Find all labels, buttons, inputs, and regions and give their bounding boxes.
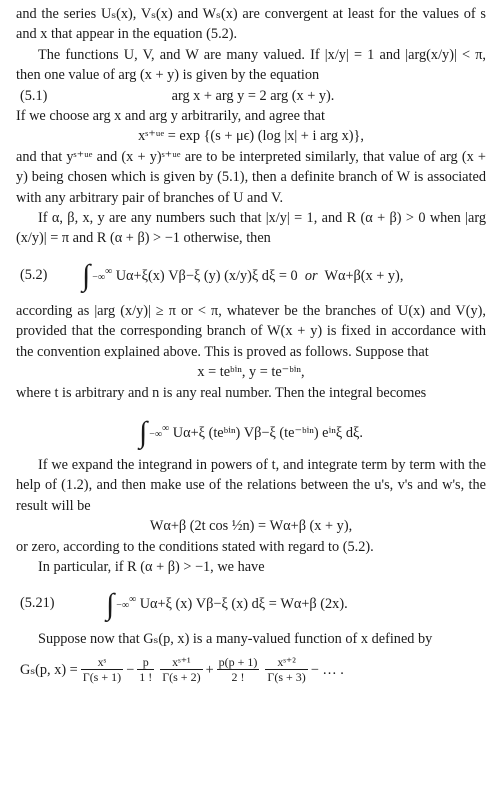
denominator: 1 !: [139, 670, 153, 685]
integral-lower-limit: −∞: [149, 428, 163, 440]
numerator: xˢ: [81, 655, 123, 670]
fraction: [160, 655, 202, 684]
denominator: Γ(s + 1): [82, 670, 122, 685]
series-tail: − … .: [310, 661, 344, 678]
paragraph-2: The functions U, V, and W are many valued. If |x/y| = 1 and |arg(x/y)| < π, then one value of arg (x + y) is given by the equation: [16, 46, 486, 84]
integral-sign: ∫: [82, 259, 91, 293]
equation-rhs: Wα+β(x + y),: [324, 267, 404, 284]
numerator: xˢ⁺¹: [160, 655, 202, 670]
denominator: Γ(s + 2): [162, 670, 201, 685]
integral-lower-limit: −∞: [92, 271, 105, 283]
paragraph-10: In particular, if R (α + β) > −1, we have: [38, 558, 265, 575]
fraction: [217, 655, 260, 684]
paragraph-1: and the series Uₛ(x), Vₛ(x) and Wₛ(x) are convergent at least for the values of s and x that appear in the equation (5.2).: [16, 6, 486, 43]
integrand: Uα+ξ (x) Vβ−ξ (x) dξ = Wα+β (2x).: [139, 596, 348, 613]
paragraph-6: according as |arg (x/y)| ≥ π or < π, whatever be the branches of U(x) and V(y), provided that the corresponding branch of W(x + y) is fixed in accordance with the convention explained above. This is proved as follows. Suppose that: [16, 302, 486, 360]
integral-upper-limit: ∞: [105, 265, 113, 277]
numerator: xˢ⁺²: [265, 655, 307, 670]
paragraph-5: If α, β, x, y are any numbers such that |x/y| = 1, and R (α + β) > 0 when |arg (x/y)| = π and R (α + β) > −1 otherwise, then: [16, 210, 486, 247]
equation-5-1: [16, 86, 486, 106]
numerator: p(p + 1): [218, 655, 258, 670]
paragraph-9: or zero, according to the conditions stated with regard to (5.2).: [16, 538, 374, 555]
equation-g-series: [16, 650, 486, 690]
integral-lower-limit: −∞: [116, 600, 129, 612]
equation-integral-t: [16, 407, 486, 451]
integral-upper-limit: ∞: [129, 594, 137, 606]
numerator: p: [137, 655, 154, 670]
or-word: or: [304, 267, 318, 284]
paragraph-4: and that yˢ⁺ᵘᵉ and (x + y)ˢ⁺ᵘᵉ are to be interpreted similarly, that value of arg (x + y) being chosen which is given by (5.1), then a definite branch of W is associated with any arbitrary pair of branches of U and V.: [16, 148, 486, 206]
equation-exp: xˢ⁺ᵘᵉ = exp {(s + μϵ) (log |x| + i arg x)},: [138, 128, 364, 145]
minus-sign: −: [126, 661, 135, 678]
paragraph-8: If we expand the integrand in powers of t, and integrate term by term with the help of (1.2), and then make use of the relations between the u's, v's and w's, the result will be: [16, 456, 486, 514]
equation-body: arg x + arg y = 2 arg (x + y).: [171, 87, 335, 104]
series-lhs: Gₛ(p, x) =: [20, 661, 78, 678]
integrand: Uα+ξ(x) Vβ−ξ (y) (x/y)ξ dξ = 0: [115, 267, 298, 284]
fraction: [265, 655, 307, 684]
equation-5-2: [16, 253, 486, 297]
integral-upper-limit: ∞: [162, 422, 170, 434]
plus-sign: +: [205, 661, 214, 678]
paragraph-3: If we choose arg x and arg y arbitrarily, and agree that: [16, 108, 325, 125]
fraction: [137, 655, 154, 684]
equation-label: (5.2): [20, 266, 48, 283]
equation-5-21: [16, 581, 486, 625]
integral-sign: ∫: [106, 587, 115, 621]
integral-sign: ∫: [139, 416, 148, 450]
equation-result: Wα+β (2t cos ½n) = Wα+β (x + y),: [149, 518, 353, 535]
equation-substitution: x = teᵇⁱⁿ, y = te⁻ᵇⁱⁿ,: [197, 364, 305, 381]
fraction: [81, 655, 123, 684]
denominator: 2 !: [231, 670, 245, 685]
paragraph-7: where t is arbitrary and n is any real number. Then the integral becomes: [16, 384, 427, 401]
paragraph-11: Suppose now that Gₛ(p, x) is a many-valued function of x defined by: [38, 631, 433, 648]
equation-label: (5.21): [20, 595, 55, 612]
integrand: Uα+ξ (teᵇⁱⁿ) Vβ−ξ (te⁻ᵇⁱⁿ) eⁱⁿξ dξ.: [172, 424, 363, 441]
denominator: Γ(s + 3): [267, 670, 306, 685]
equation-label: (5.1): [20, 87, 48, 104]
